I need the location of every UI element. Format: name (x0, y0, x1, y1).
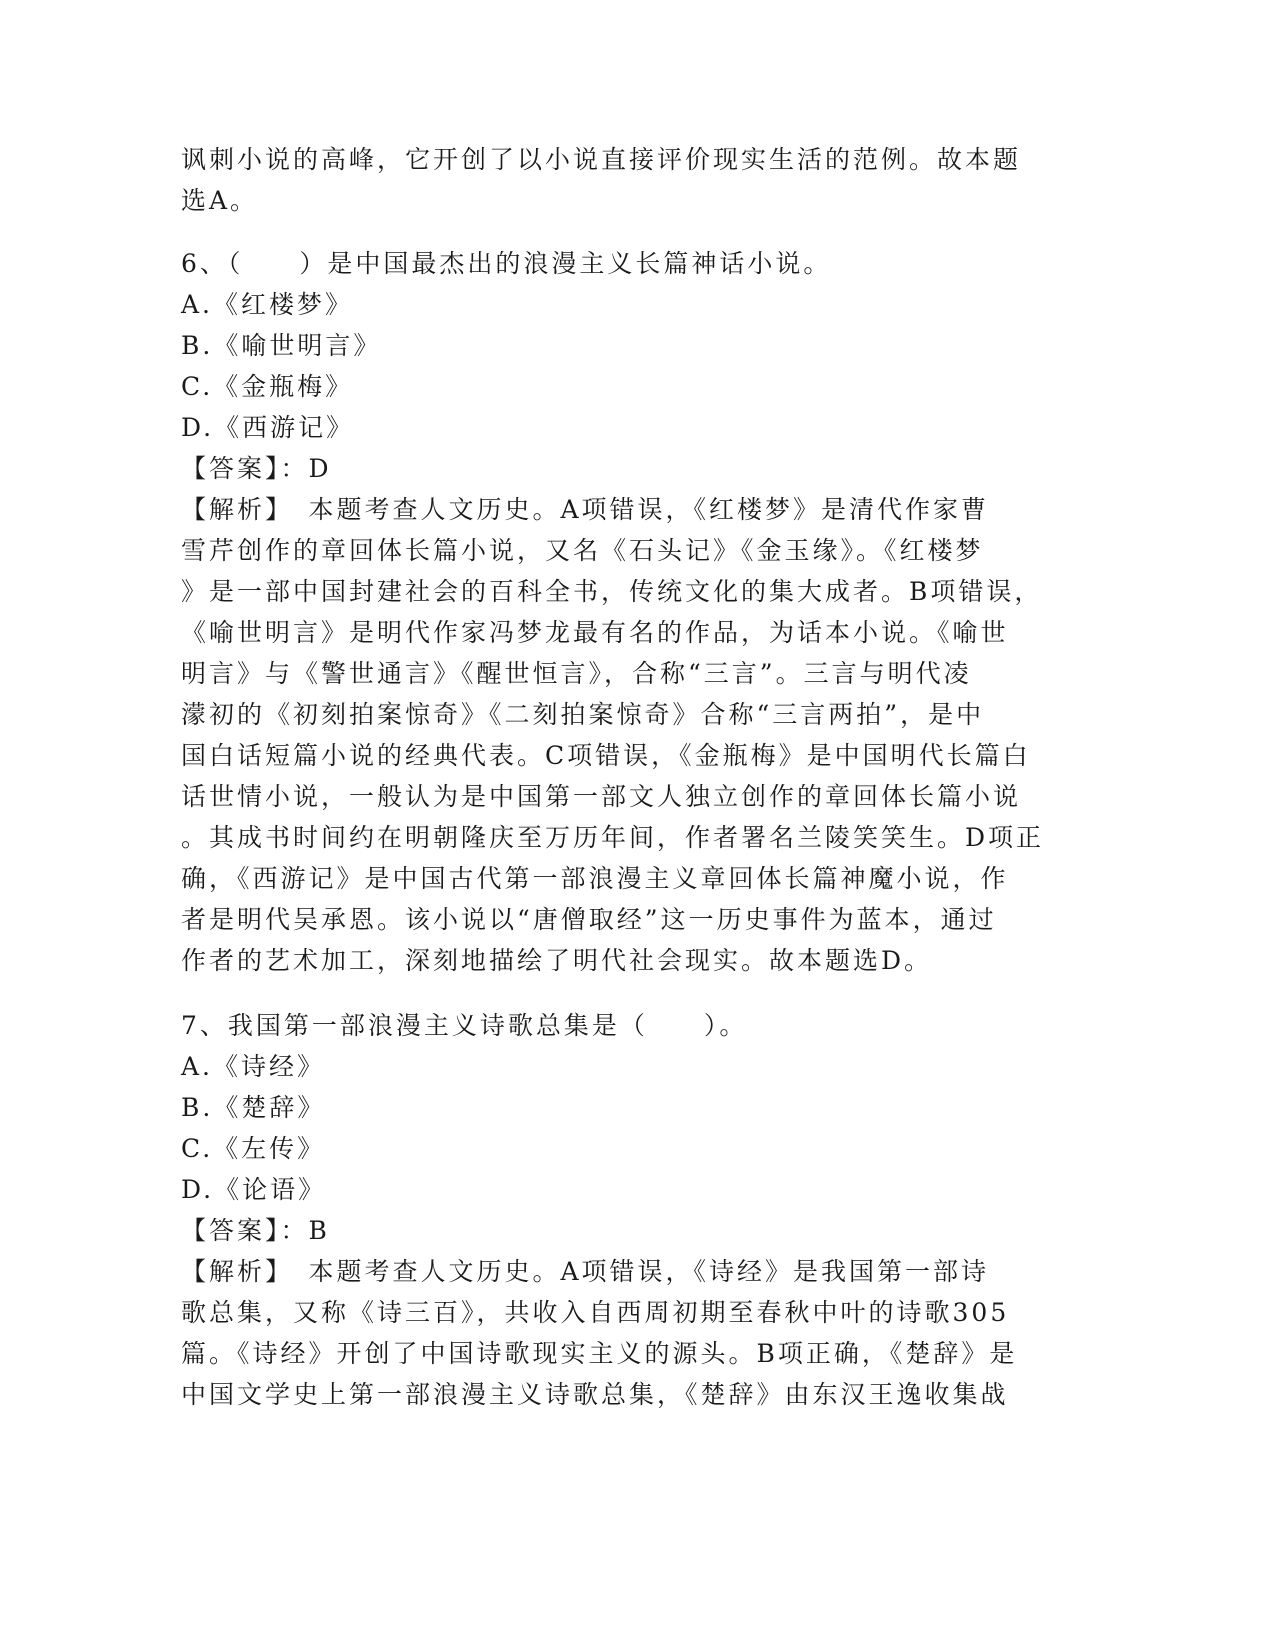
question-6-explanation-line: 明言》与《警世通言》《醒世恒言》，合称“三言”。三言与明代凌 (181, 659, 972, 688)
question-7-explanation-line: 篇。《诗经》开创了中国诗歌现实主义的源头。B项正确，《楚辞》是 (181, 1339, 1018, 1368)
question-6-explanation-line: 者是明代吴承恩。该小说以“唐僧取经”这一历史事件为蓝本，通过 (181, 905, 997, 934)
question-6-explanation-line: 【解析】 本题考查人文历史。A项错误，《红楼梦》是清代作家曹 (181, 495, 990, 524)
question-7-stem: 7、我国第一部浪漫主义诗歌总集是（ ）。 (181, 1011, 748, 1040)
question-6-option-d: D.《西游记》 (181, 413, 355, 442)
question-6-explanation-line: 濛初的《初刻拍案惊奇》《二刻拍案惊奇》合称“三言两拍”，是中 (181, 700, 985, 729)
question-6-stem: 6、（ ）是中国最杰出的浪漫主义长篇神话小说。 (181, 249, 832, 278)
question-7-option-a: A.《诗经》 (181, 1052, 326, 1081)
question-7-explanation-line: 中国文学史上第一部浪漫主义诗歌总集，《楚辞》由东汉王逸收集战 (181, 1380, 1009, 1409)
question-7-explanation-line: 【解析】 本题考查人文历史。A项错误，《诗经》是我国第一部诗 (181, 1257, 990, 1286)
question-6-explanation-line: 国白话短篇小说的经典代表。C项错误，《金瓶梅》是中国明代长篇白 (181, 741, 1031, 770)
question-6-explanation-line: 雪芹创作的章回体长篇小说，又名《石头记》《金玉缘》。《红楼梦 (181, 536, 984, 565)
question-7-answer: 【答案】：B (181, 1216, 330, 1245)
paragraph-line-q5-explanation-end: 讽刺小说的高峰，它开创了以小说直接评价现实生活的范例。故本题 (181, 145, 1022, 174)
question-6-answer: 【答案】：D (181, 454, 332, 483)
question-6-explanation-line: 话世情小说，一般认为是中国第一部文人独立创作的章回体长篇小说 (181, 782, 1022, 811)
question-6-explanation-line: 》是一部中国封建社会的百科全书，传统文化的集大成者。B项错误， (181, 577, 1043, 606)
question-6-explanation-line: 。其成书时间约在明朝隆庆至万历年间，作者署名兰陵笑笑生。D项正 (181, 823, 1045, 852)
question-6-option-b: B.《喻世明言》 (181, 331, 382, 360)
question-6-explanation-line: 《喻世明言》是明代作家冯梦龙最有名的作品，为话本小说。《喻世 (181, 618, 1009, 647)
question-7-option-d: D.《论语》 (181, 1175, 327, 1204)
question-7-option-b: B.《楚辞》 (181, 1093, 326, 1122)
question-6-option-c: C.《金瓶梅》 (181, 372, 354, 401)
question-6-explanation-line: 确，《西游记》是中国古代第一部浪漫主义章回体长篇神魔小说，作 (181, 864, 1009, 893)
question-6-option-a: A.《红楼梦》 (181, 290, 354, 319)
question-7-option-c: C.《左传》 (181, 1134, 326, 1163)
paragraph-line-q5-explanation-end: 选A。 (181, 186, 259, 215)
question-7-explanation-line: 歌总集，又称《诗三百》，共收入自西周初期至春秋中叶的诗歌305 (181, 1298, 1010, 1327)
question-6-explanation-line: 作者的艺术加工，深刻地描绘了明代社会现实。故本题选D。 (181, 946, 933, 975)
